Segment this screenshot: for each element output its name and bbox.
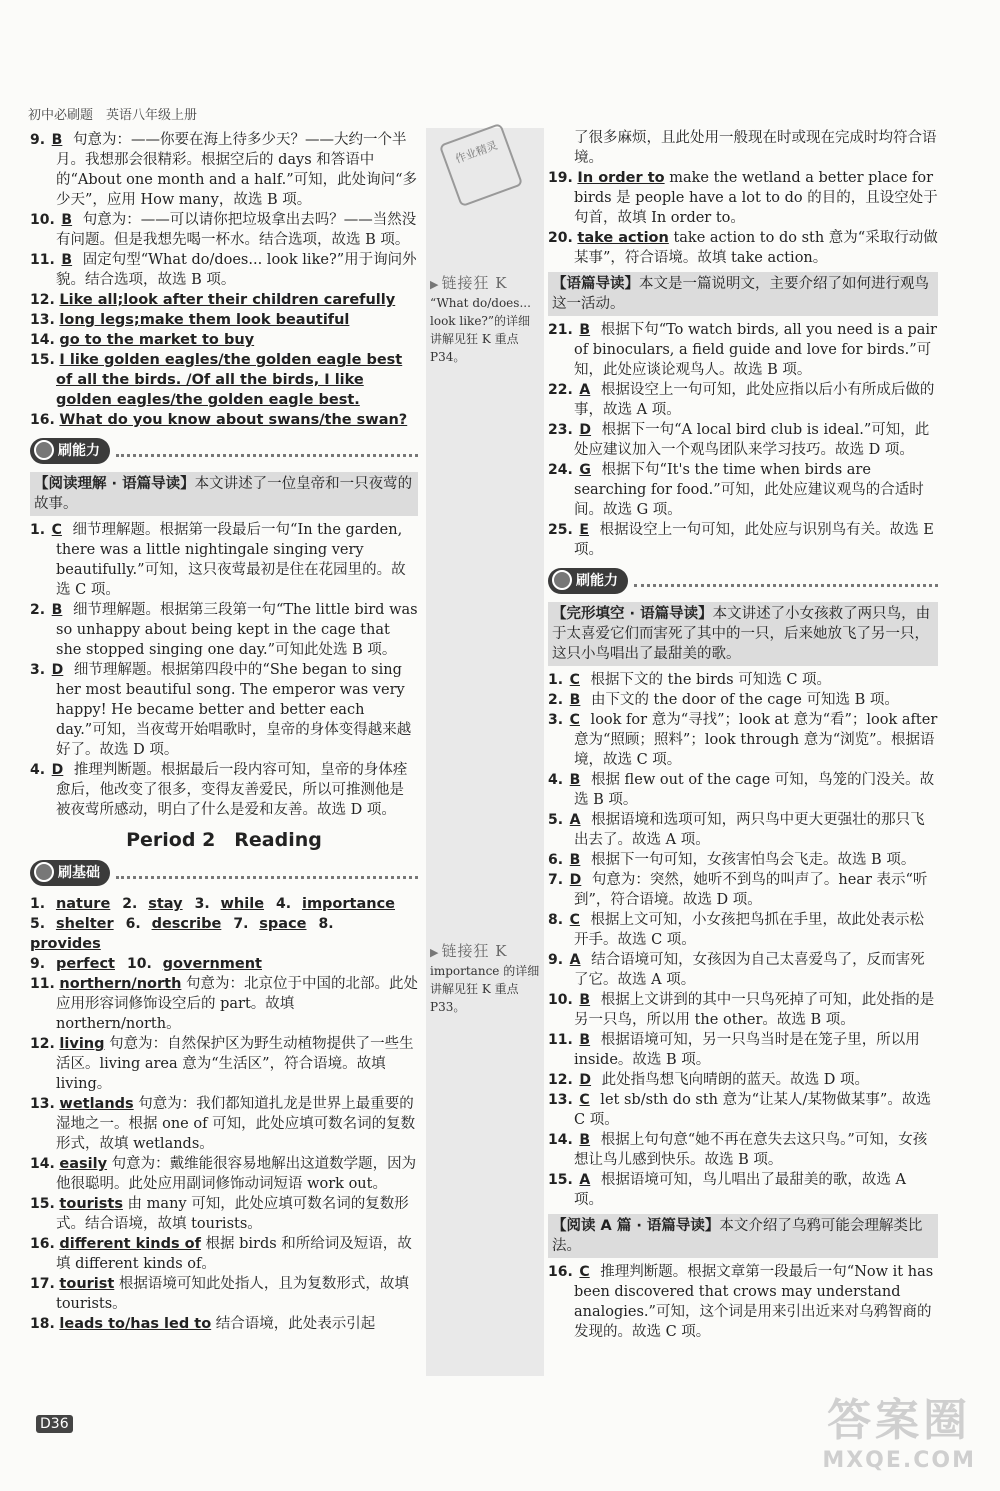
- item-explanation: 根据设空上一句可知，此处应指以后小有所成后做的事，故选 A 项。: [574, 382, 935, 418]
- item-answer: northern/north: [59, 976, 182, 992]
- box-tag: 【完形填空 · 语篇导读】: [552, 606, 713, 622]
- continued-text: 了很多麻烦，且此处用一般现在时或现在完成时均符合语境。: [574, 130, 937, 166]
- box-tag: 【阅读 A 篇 · 语篇导读】: [552, 1218, 720, 1234]
- item-explanation: let sb/sth do sth 意为“让某人/某物做某事”。故选 C 项。: [574, 1092, 931, 1128]
- fill-word: shelter: [55, 916, 114, 932]
- answer-item: [548, 1130, 938, 1170]
- item-number: 14.: [30, 1156, 55, 1172]
- fill-number: 5.: [30, 916, 50, 932]
- item-number: 12.: [548, 1072, 573, 1088]
- dotted-rule: [116, 868, 418, 879]
- item-number: 8.: [548, 912, 564, 928]
- item-explanation: make the wetland a better place for birds 是 people have a lot to do 的目的，且设空处于句首，故填 In order to。: [574, 170, 938, 226]
- item-number: 11.: [30, 976, 55, 992]
- box-text: 本文是一篇说明文，主要介绍了如何进行观鸟这一活动。: [552, 276, 929, 312]
- fill-answer: [122, 896, 188, 912]
- section-title: 刷能力: [58, 443, 100, 459]
- answer-item: [30, 1234, 418, 1274]
- right-items-b: [548, 320, 938, 560]
- watermark-logo: [822, 1384, 976, 1473]
- box-text: 本文介绍了乌鸦可能会理解类比法。: [552, 1218, 923, 1254]
- item-explanation: 句意为：我们都知道扎龙是世界上最重要的湿地之一。根据 one of 可知，此处应填可数名词的复数形式，故填 wetlands。: [56, 1096, 416, 1152]
- side-note-1: [430, 274, 540, 366]
- item-number: 13.: [30, 312, 55, 328]
- item-explanation: 根据下句“It's the time when birds are searching for food.”可知，此处应建议观鸟的合适时间。故选 G 项。: [574, 462, 924, 518]
- answer-item: [30, 1094, 418, 1154]
- item-answer: B: [51, 602, 63, 618]
- item-explanation: 根据上句句意“她不再在意失去这只鸟。”可知，女孩想让鸟儿感到快乐。故选 B 项。: [574, 1132, 928, 1168]
- item-answer: I like golden eagles/the golden eagle best of all the birds. /Of all the birds, I like golden eagles/the golden eagle best.: [56, 352, 403, 408]
- item-answer: What do you know about swans/the swan?: [59, 412, 408, 428]
- fill-word: stay: [148, 896, 183, 912]
- item-number: 4.: [548, 772, 564, 788]
- answer-item: [548, 710, 938, 770]
- item-explanation: 句意为：自然保护区为野生动植物提供了一些生活区。living area 意为“生活区”，符合语境。故填 living。: [56, 1036, 414, 1092]
- item-answer: take action: [577, 230, 669, 246]
- item-number: 15.: [30, 1196, 55, 1212]
- item-answer: B: [579, 1132, 591, 1148]
- item-answer: go to the market to buy: [59, 332, 255, 348]
- answer-item: [30, 660, 418, 760]
- item-explanation: look for 意为“寻找”；look at 意为“看”；look after 意为“照顾；照料”；look through 意为“浏览”。根据语境，故选 C 项。: [574, 712, 938, 768]
- section-title: 刷基础: [58, 865, 100, 881]
- item-answer: tourists: [59, 1196, 123, 1212]
- fill-number: 7.: [233, 916, 254, 932]
- running-header: 初中必刷题 英语八年级上册: [28, 108, 198, 123]
- side-note-2-text: importance 的详细讲解见狂 K 重点 P33。: [430, 964, 540, 1014]
- answer-item: [30, 210, 418, 250]
- item-explanation: 固定句型“What do/does... look like?”用于询问外貌。结合选项，故选 B 项。: [56, 252, 417, 288]
- item-explanation: 根据 birds 和所给词及短语，故填 different kinds of。: [56, 1236, 412, 1272]
- link-label-2: ▶ 链接狂 K: [430, 942, 540, 962]
- answer-item: [548, 168, 938, 228]
- answer-item: [30, 1314, 418, 1334]
- answer-item: [548, 690, 938, 710]
- item-answer: C: [569, 912, 580, 928]
- answer-item: [30, 1154, 418, 1194]
- item-number: 20.: [548, 230, 573, 246]
- item-explanation: 句意为：戴维能很容易地解出这道数学题，因为他很聪明。此处应用副词修饰动词短语 work out。: [56, 1156, 417, 1192]
- item-explanation: 细节理解题。根据第三段第一句“The little bird was so unhappy about being kept in the cage that she stopped singing one day.”可知此处选 B 项。: [56, 602, 418, 658]
- item-number: 18.: [30, 1316, 55, 1332]
- answer-item: [548, 810, 938, 850]
- fill-word: importance: [301, 896, 396, 912]
- item-explanation: 句意为：——你要在海上待多少天？——大约一个半月。我想那会很精彩。根据空后的 days 和答语中的“About one month and a half.”可知，此处询问“多少天”，应用 How many，故选 B 项。: [56, 132, 418, 208]
- guide-box-1: [548, 272, 938, 316]
- item-answer: easily: [59, 1156, 108, 1172]
- item-answer: B: [579, 1032, 591, 1048]
- item-number: 15.: [30, 352, 55, 368]
- item-answer: B: [569, 852, 581, 868]
- item-answer: C: [579, 1264, 590, 1280]
- item-answer: D: [569, 872, 582, 888]
- section-title: 刷能力: [576, 573, 618, 589]
- fill-word: perfect: [55, 956, 115, 972]
- left-items-a: [30, 130, 418, 290]
- answer-item: [548, 950, 938, 990]
- item-answer: leads to/has led to: [59, 1316, 212, 1332]
- item-number: 17.: [30, 1276, 55, 1292]
- fill-word: nature: [55, 896, 111, 912]
- box-tag: 【阅读理解 · 语篇导读】: [34, 476, 195, 492]
- item-number: 1.: [548, 672, 564, 688]
- item-number: 23.: [548, 422, 573, 438]
- box-tag: 【语篇导读】: [552, 276, 639, 292]
- item-number: 13.: [548, 1092, 573, 1108]
- right-column: [548, 128, 938, 1342]
- item-answer: A: [579, 382, 591, 398]
- section-header-ability-right: [548, 566, 938, 596]
- item-explanation: 推理判断题。根据最后一段内容可知，皇帝的身体痊愈后，他改变了很多，变得友善爱民，所以可推测他是被夜莺所感动，明白了什么是爱和友善。故选 D 项。: [56, 762, 408, 818]
- item-answer: In order to: [577, 170, 665, 186]
- item-explanation: 根据上文讲到的其中一只鸟死掉了可知，此处指的是另一只鸟，所以用 the other。故选 B 项。: [574, 992, 935, 1028]
- fill-number: 10.: [126, 956, 157, 972]
- answer-item: [30, 1034, 418, 1094]
- item-number: 16.: [30, 1236, 55, 1252]
- answer-item: [548, 420, 938, 460]
- left-items-d: [30, 974, 418, 1334]
- answer-item: [548, 460, 938, 520]
- guide-box-3: [548, 1214, 938, 1258]
- box-text: 本文讲述了小女孩救了两只鸟，由于太喜爱它们而害死了其中的一只，后来她放飞了另一只，这只小鸟唱出了最甜美的歌。: [552, 606, 931, 662]
- item-number: 12.: [30, 1036, 55, 1052]
- answer-item: [548, 1262, 938, 1342]
- item-answer: B: [61, 212, 73, 228]
- answer-item: [30, 290, 418, 310]
- right-items-d: [548, 1262, 938, 1342]
- item-answer: A: [569, 952, 581, 968]
- fill-word: while: [220, 896, 265, 912]
- item-number: 13.: [30, 1096, 55, 1112]
- item-answer: D: [579, 1072, 592, 1088]
- item-answer: B: [51, 132, 63, 148]
- item-answer: D: [51, 762, 64, 778]
- item-explanation: 句意为：北京位于中国的北部。此处应用形容词修饰设空后的 part。故填 northern/north。: [56, 976, 419, 1032]
- fill-answer: [195, 896, 270, 912]
- item-explanation: 根据下一句“A local bird club is ideal.”可知，此处应建议加入一个观鸟团队来学习技巧。故选 D 项。: [574, 422, 930, 458]
- fill-word: government: [162, 956, 262, 972]
- fill-answer: [126, 916, 228, 932]
- fill-number: 6.: [125, 916, 146, 932]
- item-number: 5.: [548, 812, 564, 828]
- answer-item: [30, 520, 418, 600]
- answer-item: [30, 350, 418, 410]
- item-number: 16.: [30, 412, 55, 428]
- answer-item: [548, 910, 938, 950]
- fill-number: 8.: [318, 916, 334, 932]
- item-number: 15.: [548, 1172, 573, 1188]
- watermark-title: 答案圈: [827, 1395, 972, 1446]
- watermark-url: MXQE.COM: [822, 1448, 976, 1473]
- item-number: 6.: [548, 852, 564, 868]
- item-number: 21.: [548, 322, 573, 338]
- item-number: 25.: [548, 522, 573, 538]
- fill-answer: [30, 916, 120, 932]
- item-explanation: 句意为：突然，她听不到鸟的叫声了。hear 表示“听到”，符合语境。故选 D 项。: [574, 872, 928, 908]
- item-explanation: 根据语境可知，鸟儿唱出了最甜美的歌，故选 A 项。: [574, 1172, 906, 1208]
- section-header-ability-left: [30, 436, 418, 466]
- right-items-a: [548, 168, 938, 268]
- fill-number: 2.: [122, 896, 143, 912]
- fill-answer: [233, 916, 312, 932]
- item-explanation: 推理判断题。根据文章第一段最后一句“Now it has been discovered that crows may understand analogies.”可知，这个词是用来引出近来对乌鸦智商的发现的。故选 C 项。: [574, 1264, 934, 1340]
- fill-number: 9.: [30, 956, 50, 972]
- item-answer: A: [579, 1172, 591, 1188]
- item-answer: wetlands: [59, 1096, 134, 1112]
- item-number: 9.: [30, 132, 46, 148]
- item-answer: living: [59, 1036, 105, 1052]
- answer-item: [548, 1090, 938, 1130]
- fill-answer: [30, 896, 116, 912]
- answer-item: [30, 1274, 418, 1314]
- item-explanation: 根据语境可知此处指人，且为复数形式，故填 tourists。: [56, 1276, 409, 1312]
- item-answer: different kinds of: [59, 1236, 201, 1252]
- item-number: 14.: [548, 1132, 573, 1148]
- answer-item: [548, 228, 938, 268]
- fill-number: 1.: [30, 896, 50, 912]
- fill-answer: [127, 956, 268, 972]
- section-header-basic: [30, 858, 418, 888]
- answer-item: [30, 1194, 418, 1234]
- left-items-c: [30, 520, 418, 820]
- item-answer: C: [579, 1092, 590, 1108]
- item-number: 12.: [30, 292, 55, 308]
- fill-row: [30, 894, 418, 914]
- answer-item: [548, 850, 938, 870]
- answer-item: [548, 1070, 938, 1090]
- link-label-1: ▶ 链接狂 K: [430, 274, 540, 294]
- item-number: 9.: [548, 952, 564, 968]
- fill-word: describe: [151, 916, 222, 932]
- item-explanation: 根据设空上一句可知，此处应与识别鸟有关。故选 E 项。: [574, 522, 934, 558]
- item-answer: B: [579, 322, 591, 338]
- item-explanation: 根据上文可知，小女孩把鸟抓在手里，故此处表示松开手。故选 C 项。: [574, 912, 925, 948]
- item-answer: C: [569, 712, 580, 728]
- item-number: 10.: [30, 212, 55, 228]
- box-text: 本文讲述了一位皇帝和一只夜莺的故事。: [34, 476, 413, 512]
- item-answer: B: [569, 772, 581, 788]
- answer-item: [548, 380, 938, 420]
- item-number: 7.: [548, 872, 564, 888]
- item-number: 19.: [548, 170, 573, 186]
- item-explanation: 结合语境可知，女孩因为自己太喜爱鸟了，反而害死了它。故选 A 项。: [574, 952, 925, 988]
- item-answer: E: [579, 522, 589, 538]
- dotted-rule: [116, 446, 418, 457]
- left-column: [30, 130, 418, 1334]
- page-number: D36: [36, 1415, 73, 1433]
- answer-item: [30, 974, 418, 1034]
- item-answer: B: [579, 992, 591, 1008]
- item-answer: C: [569, 672, 580, 688]
- answer-item: [548, 770, 938, 810]
- item-explanation: 结合语境，此处表示引起: [211, 1316, 376, 1332]
- item-explanation: 细节理解题。根据第四段中的“She began to sing her most beautiful song. The emperor was very happy! He became better and better each day.”可知，当夜莺开始唱歌时，皇帝的身体变得越来越好了。故选 D 项。: [56, 662, 412, 758]
- item-explanation: 此处指鸟想飞向晴朗的蓝天。故选 D 项。: [597, 1072, 869, 1088]
- fill-number: 4.: [276, 896, 296, 912]
- answer-item: [548, 990, 938, 1030]
- item-answer: B: [61, 252, 73, 268]
- answer-item: [30, 600, 418, 660]
- item-answer: D: [579, 422, 592, 438]
- item-answer: G: [579, 462, 591, 478]
- left-items-b: [30, 290, 418, 430]
- fill-row: [30, 914, 418, 954]
- side-margin: [426, 128, 544, 1376]
- item-explanation: 根据下一句可知，女孩害怕鸟会飞走。故选 B 项。: [586, 852, 916, 868]
- item-explanation: 细节理解题。根据第一段最后一句“In the garden, there was a little nightingale singing very beautifully.”可知，这只夜莺最初是住在花园里的。故选 C 项。: [56, 522, 406, 598]
- item-answer: B: [569, 692, 581, 708]
- item-explanation: 根据 flew out of the cage 可知，鸟笼的门没关。故选 B 项。: [574, 772, 935, 808]
- fill-answers: [30, 894, 418, 974]
- fill-word: space: [259, 916, 307, 932]
- answer-item: [30, 410, 418, 430]
- item-explanation: 根据语境和选项可知，两只鸟中更大更强壮的那只飞出去了。故选 A 项。: [574, 812, 925, 848]
- answer-item: [548, 520, 938, 560]
- answer-item: [548, 1170, 938, 1210]
- item-number: 11.: [30, 252, 55, 268]
- item-answer: D: [51, 662, 64, 678]
- answer-item: [548, 320, 938, 380]
- item-number: 2.: [548, 692, 564, 708]
- section-icon: [552, 570, 572, 590]
- stamp-logo: 作业精灵: [439, 123, 524, 208]
- item-explanation: 由下文的 the door of the cage 可知选 B 项。: [586, 692, 899, 708]
- item-number: 10.: [548, 992, 573, 1008]
- item-number: 4.: [30, 762, 46, 778]
- reading-guide-box: [30, 472, 418, 516]
- period-title: Period 2 Reading: [126, 829, 322, 851]
- item-answer: A: [569, 812, 581, 828]
- fill-word: provides: [30, 936, 101, 952]
- item-number: 3.: [30, 662, 46, 678]
- fill-answer: [276, 896, 401, 912]
- item-number: 16.: [548, 1264, 573, 1280]
- answer-item: [548, 1030, 938, 1070]
- item-number: 3.: [548, 712, 564, 728]
- guide-box-2: [548, 602, 938, 666]
- dotted-rule: [634, 576, 938, 587]
- item-answer: tourist: [59, 1276, 115, 1292]
- item-number: 11.: [548, 1032, 573, 1048]
- item-answer: Like all;look after their children carefully: [59, 292, 396, 308]
- section-icon: [34, 862, 54, 882]
- side-note-2: [430, 942, 540, 1016]
- side-note-1-text: “What do/does... look like?”的详细讲解见狂 K 重点 P34。: [430, 296, 531, 364]
- item-explanation: 根据下文的 the birds 可知选 C 项。: [585, 672, 832, 688]
- right-items-c: [548, 670, 938, 1210]
- item-explanation: 句意为：——可以请你把垃圾拿出去吗？——当然没有问题。但是我想先喝一杯水。结合选项，故选 B 项。: [56, 212, 417, 248]
- item-number: 22.: [548, 382, 573, 398]
- item-number: 14.: [30, 332, 55, 348]
- fill-number: 3.: [194, 896, 215, 912]
- item-answer: long legs;make them look beautiful: [59, 312, 350, 328]
- answer-item: [30, 130, 418, 210]
- section-icon: [34, 440, 54, 460]
- answer-item: [548, 870, 938, 910]
- item-explanation: take action to do sth 意为“采取行动做某事”，符合语境。故填 take action。: [574, 230, 938, 266]
- fill-row: [30, 954, 418, 974]
- answer-item: [30, 310, 418, 330]
- fill-answer: [30, 956, 121, 972]
- answer-item: [30, 250, 418, 290]
- answer-item: [30, 330, 418, 350]
- answer-item: [548, 670, 938, 690]
- item-answer: C: [51, 522, 62, 538]
- item-number: 24.: [548, 462, 573, 478]
- item-number: 1.: [30, 522, 46, 538]
- item-explanation: 由 many 可知，此处应填可数名词的复数形式。结合语境，故填 tourists。: [56, 1196, 409, 1232]
- item-number: 2.: [30, 602, 46, 618]
- item-explanation: 根据下句“To watch birds, all you need is a pair of binoculars, a field guide and love for birds.”可知，此处应谈论观鸟人。故选 B 项。: [574, 322, 937, 378]
- answer-item: [30, 760, 418, 820]
- item-explanation: 根据语境可知，另一只鸟当时是在笼子里，所以用 inside。故选 B 项。: [574, 1032, 920, 1068]
